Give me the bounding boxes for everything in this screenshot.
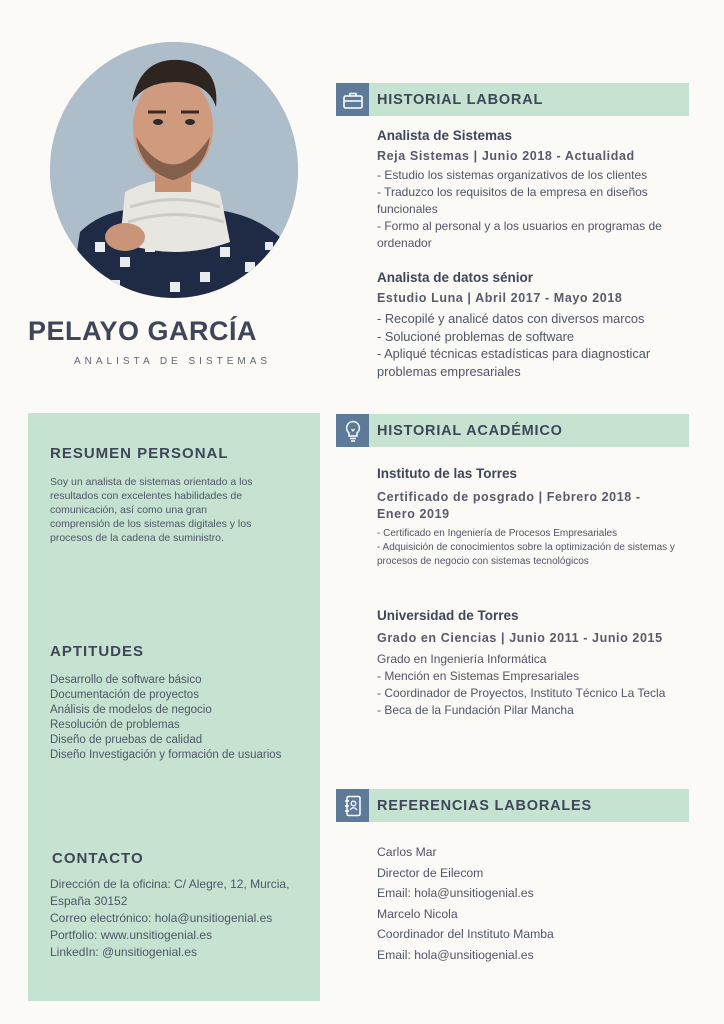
skill-item: Resolución de problemas bbox=[50, 719, 180, 731]
work-heading: HISTORIAL LABORAL bbox=[377, 92, 544, 108]
job-title: Analista de Sistemas bbox=[377, 128, 513, 143]
summary-text: Soy un analista de sistemas orientado a los resultados con excelentes habilidades de comunicación, así como una gran comprensión de los sistemas digitales y los procesos de la cadena de suministro. bbox=[50, 476, 253, 544]
skill-item: Análisis de modelos de negocio bbox=[50, 704, 212, 716]
summary-heading: RESUMEN PERSONAL bbox=[50, 445, 229, 462]
reference-position: Director de Eilecom bbox=[377, 865, 484, 880]
education-bullet: - Mención en Sistemas Empresariales bbox=[377, 669, 580, 683]
person-role: ANALISTA DE SISTEMAS bbox=[74, 356, 272, 367]
school-name: Instituto de las Torres bbox=[377, 466, 518, 481]
references-heading: REFERENCIAS LABORALES bbox=[377, 798, 592, 814]
references-list bbox=[377, 842, 677, 965]
reference-position: Coordinador del Instituto Mamba bbox=[377, 927, 554, 941]
reference-name: Marcelo Nicola bbox=[377, 906, 458, 921]
contact-linkedin[interactable]: LinkedIn: @unsitiogenial.es bbox=[50, 945, 197, 959]
skill-item: Diseño Investigación y formación de usuarios bbox=[50, 749, 282, 761]
profile-photo bbox=[50, 42, 298, 298]
contact-portfolio[interactable]: Portfolio: www.unsitiogenial.es bbox=[50, 928, 213, 942]
education-section-header bbox=[336, 414, 689, 447]
lightbulb-icon bbox=[336, 414, 369, 447]
education-bullet: - Adquisición de conocimientos sobre la optimización de sistemas y procesos de negocio con sistemas tecnológicos bbox=[377, 542, 675, 567]
education-bullet: - Coordinador de Proyectos, Instituto Técnico La Tecla bbox=[377, 686, 666, 700]
reference-email[interactable]: Email: hola@unsitiogenial.es bbox=[377, 886, 534, 900]
person-name: PELAYO GARCÍA bbox=[28, 316, 258, 346]
job-bullet: - Recopilé y analicé datos con diversos marcos bbox=[377, 311, 645, 326]
job-title: Analista de datos sénior bbox=[377, 270, 534, 285]
briefcase-icon bbox=[336, 83, 369, 116]
education-bullet: Grado en Ingeniería Informática bbox=[377, 652, 547, 666]
education-entry bbox=[377, 608, 677, 719]
address-book-icon bbox=[336, 789, 369, 822]
reference-name: Carlos Mar bbox=[377, 845, 437, 859]
references-section-header bbox=[336, 789, 689, 822]
contact-address: Dirección de la oficina: C/ Alegre, 12, Murcia, España 30152 bbox=[50, 877, 290, 908]
reference-email[interactable]: Email: hola@unsitiogenial.es bbox=[377, 947, 534, 962]
job-bullet: - Solucioné problemas de software bbox=[377, 328, 575, 344]
education-bullet: - Certificado en Ingeniería de Procesos Empresariales bbox=[377, 528, 618, 539]
job-meta: Reja Sistemas | Junio 2018 - Actualidad bbox=[377, 149, 635, 163]
skill-item: Desarrollo de software básico bbox=[50, 674, 202, 686]
job-bullet: - Formo al personal y a los usuarios en programas de ordenador bbox=[377, 219, 662, 250]
contact-heading: CONTACTO bbox=[52, 850, 144, 867]
school-name: Universidad de Torres bbox=[377, 608, 519, 623]
skills-list bbox=[50, 673, 290, 763]
work-section-header bbox=[336, 83, 689, 116]
job-bullet: - Apliqué técnicas estadísticas para diagnosticar problemas empresariales bbox=[377, 346, 651, 379]
job-entry bbox=[377, 270, 677, 380]
education-entry bbox=[377, 466, 677, 569]
education-meta: Certificado de posgrado | Febrero 2018 - Enero 2019 bbox=[377, 490, 641, 521]
sidebar-panel bbox=[28, 413, 320, 1001]
education-bullet: - Beca de la Fundación Pilar Mancha bbox=[377, 703, 574, 717]
job-bullet: - Estudio los sistemas organizativos de los clientes bbox=[377, 168, 648, 182]
education-heading: HISTORIAL ACADÉMICO bbox=[377, 423, 563, 439]
skills-heading: APTITUDES bbox=[50, 643, 145, 660]
job-meta: Estudio Luna | Abril 2017 - Mayo 2018 bbox=[377, 291, 623, 305]
job-entry bbox=[377, 128, 677, 252]
contact-list bbox=[50, 876, 290, 961]
job-bullet: - Traduzco los requisitos de la empresa en diseños funcionales bbox=[377, 185, 648, 216]
contact-email[interactable]: Correo electrónico: hola@unsitiogenial.es bbox=[50, 911, 273, 925]
education-meta: Grado en Ciencias | Junio 2011 - Junio 2015 bbox=[377, 631, 663, 645]
skill-item: Diseño de pruebas de calidad bbox=[50, 734, 203, 746]
skill-item: Documentación de proyectos bbox=[50, 689, 199, 701]
